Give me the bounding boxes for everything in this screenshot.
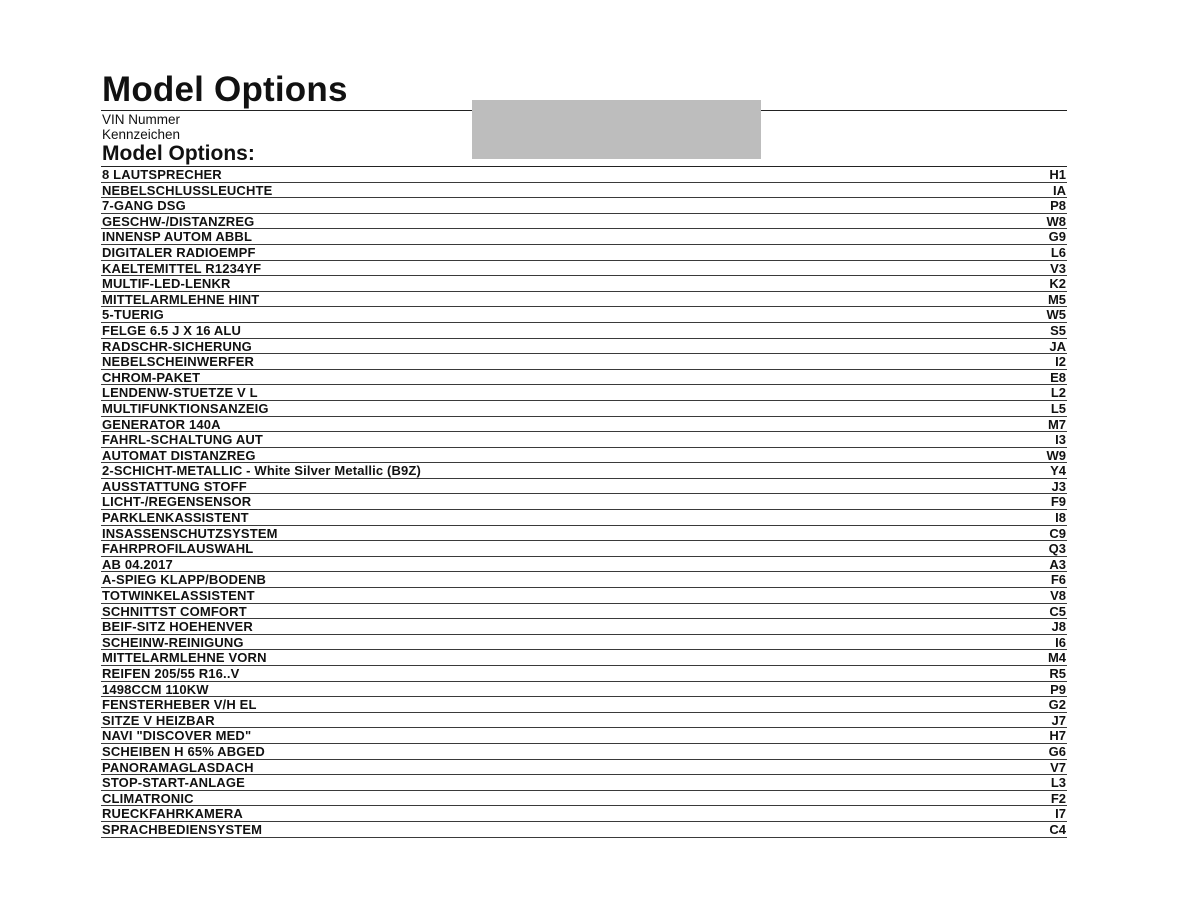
option-code: C9 xyxy=(1049,525,1066,541)
option-row xyxy=(101,214,1067,230)
option-name: AUTOMAT DISTANZREG xyxy=(102,447,256,463)
option-name: SPRACHBEDIENSYSTEM xyxy=(102,821,263,837)
option-code: G2 xyxy=(1048,697,1066,713)
option-name: KAELTEMITTEL R1234YF xyxy=(102,260,262,276)
option-row xyxy=(101,339,1067,355)
document-title: Model Options xyxy=(102,70,348,109)
option-row xyxy=(101,494,1067,510)
option-name: FAHRL-SCHALTUNG AUT xyxy=(102,432,263,448)
option-code: E8 xyxy=(1050,369,1066,385)
option-name: CLIMATRONIC xyxy=(102,790,194,806)
option-name: MITTELARMLEHNE HINT xyxy=(102,291,260,307)
option-row xyxy=(101,650,1067,666)
option-row xyxy=(101,822,1067,838)
option-name: LENDENW-STUETZE V L xyxy=(102,385,258,401)
option-name: 1498CCM 110KW xyxy=(102,681,209,697)
option-code: I3 xyxy=(1055,432,1066,448)
option-name: MULTIF-LED-LENKR xyxy=(102,276,231,292)
option-row xyxy=(101,261,1067,277)
option-code: S5 xyxy=(1050,322,1066,338)
option-name: AUSSTATTUNG STOFF xyxy=(102,478,247,494)
option-row xyxy=(101,588,1067,604)
option-row xyxy=(101,791,1067,807)
option-row xyxy=(101,463,1067,479)
option-row xyxy=(101,619,1067,635)
option-code: I6 xyxy=(1055,634,1066,650)
option-row xyxy=(101,744,1067,760)
option-row xyxy=(101,167,1067,183)
option-code: C4 xyxy=(1049,821,1066,837)
option-row xyxy=(101,401,1067,417)
option-row xyxy=(101,245,1067,261)
option-row xyxy=(101,276,1067,292)
option-row xyxy=(101,432,1067,448)
option-code: K2 xyxy=(1049,276,1066,292)
option-row xyxy=(101,713,1067,729)
option-name: GENERATOR 140A xyxy=(102,416,221,432)
option-code: J3 xyxy=(1051,478,1066,494)
option-code: L2 xyxy=(1050,385,1066,401)
option-row xyxy=(101,448,1067,464)
option-code: I7 xyxy=(1055,806,1066,822)
option-name: SCHNITTST COMFORT xyxy=(102,603,247,619)
option-row xyxy=(101,604,1067,620)
option-code: Q3 xyxy=(1048,541,1066,557)
option-row xyxy=(101,526,1067,542)
option-code: G9 xyxy=(1048,229,1066,245)
option-code: F2 xyxy=(1050,790,1066,806)
option-row xyxy=(101,728,1067,744)
section-title: Model Options: xyxy=(102,142,255,165)
option-name: FELGE 6.5 J X 16 ALU xyxy=(102,322,242,338)
option-code: L6 xyxy=(1050,244,1066,260)
option-name: FAHRPROFILAUSWAHL xyxy=(102,541,254,557)
option-name: FENSTERHEBER V/H EL xyxy=(102,697,257,713)
option-code: W8 xyxy=(1046,213,1066,229)
option-row xyxy=(101,385,1067,401)
option-name: RADSCHR-SICHERUNG xyxy=(102,338,252,354)
option-row xyxy=(101,479,1067,495)
option-name: MULTIFUNKTIONSANZEIG xyxy=(102,400,269,416)
option-row xyxy=(101,635,1067,651)
option-name: INNENSP AUTOM ABBL xyxy=(102,229,253,245)
option-name: AB 04.2017 xyxy=(102,556,173,572)
option-row xyxy=(101,417,1067,433)
option-row xyxy=(101,557,1067,573)
option-row xyxy=(101,229,1067,245)
option-row xyxy=(101,806,1067,822)
option-row xyxy=(101,510,1067,526)
option-row xyxy=(101,775,1067,791)
option-code: F6 xyxy=(1050,572,1066,588)
option-name: NAVI "DISCOVER MED" xyxy=(102,728,252,744)
option-name: RUECKFAHRKAMERA xyxy=(102,806,243,822)
option-code: G6 xyxy=(1048,743,1066,759)
option-name: SITZE V HEIZBAR xyxy=(102,712,215,728)
option-code: J8 xyxy=(1051,619,1066,635)
option-code: I2 xyxy=(1055,354,1066,370)
option-row xyxy=(101,541,1067,557)
option-name: REIFEN 205/55 R16..V xyxy=(102,666,240,681)
option-name: BEIF-SITZ HOEHENVER xyxy=(102,619,253,635)
option-code: R5 xyxy=(1049,666,1066,681)
option-name: MITTELARMLEHNE VORN xyxy=(102,650,267,666)
options-list xyxy=(101,166,1067,838)
option-name: SCHEINW-REINIGUNG xyxy=(102,634,244,650)
option-row xyxy=(101,307,1067,323)
option-row xyxy=(101,292,1067,308)
option-row xyxy=(101,666,1067,682)
option-code: A3 xyxy=(1049,556,1066,572)
option-code: JA xyxy=(1049,338,1066,354)
option-code: W9 xyxy=(1046,447,1066,463)
option-code: L5 xyxy=(1050,400,1066,416)
option-row xyxy=(101,572,1067,588)
option-name: NEBELSCHLUSSLEUCHTE xyxy=(102,182,273,198)
option-row xyxy=(101,697,1067,713)
option-row xyxy=(101,354,1067,370)
option-code: L3 xyxy=(1050,775,1066,791)
option-name: A-SPIEG KLAPP/BODENB xyxy=(102,572,267,588)
option-name: LICHT-/REGENSENSOR xyxy=(102,494,252,510)
option-code: F9 xyxy=(1050,494,1066,510)
option-name: NEBELSCHEINWERFER xyxy=(102,354,255,370)
option-name: 2-SCHICHT-METALLIC - White Silver Metallic (B9Z) xyxy=(102,463,421,479)
option-code: M7 xyxy=(1047,416,1066,432)
option-name: STOP-START-ANLAGE xyxy=(102,775,245,791)
option-name: 7-GANG DSG xyxy=(102,198,186,214)
option-code: V8 xyxy=(1050,588,1066,604)
option-code: M5 xyxy=(1047,291,1066,307)
option-name: INSASSENSCHUTZSYSTEM xyxy=(102,525,278,541)
option-code: C5 xyxy=(1049,603,1066,619)
option-name: PARKLENKASSISTENT xyxy=(102,510,249,526)
option-code: P9 xyxy=(1050,681,1066,697)
option-name: PANORAMAGLASDACH xyxy=(102,759,254,775)
option-name: DIGITALER RADIOEMPF xyxy=(102,244,256,260)
redaction-box xyxy=(472,100,761,159)
option-name: 8 LAUTSPRECHER xyxy=(102,167,222,182)
vin-label: VIN Nummer xyxy=(102,112,181,127)
option-row xyxy=(101,198,1067,214)
option-row xyxy=(101,682,1067,698)
option-code: M4 xyxy=(1047,650,1066,666)
option-code: W5 xyxy=(1046,307,1066,323)
option-code: I8 xyxy=(1055,510,1066,526)
option-code: V7 xyxy=(1050,759,1066,775)
plate-label: Kennzeichen xyxy=(102,127,181,142)
option-code: H1 xyxy=(1049,167,1066,182)
option-row xyxy=(101,370,1067,386)
option-code: IA xyxy=(1053,182,1066,198)
option-row xyxy=(101,183,1067,199)
option-name: CHROM-PAKET xyxy=(102,369,201,385)
option-code: V3 xyxy=(1050,260,1066,276)
option-code: Y4 xyxy=(1050,463,1066,479)
option-name: GESCHW-/DISTANZREG xyxy=(102,213,255,229)
option-name: SCHEIBEN H 65% ABGED xyxy=(102,743,265,759)
option-name: TOTWINKELASSISTENT xyxy=(102,588,255,604)
option-code: P8 xyxy=(1050,198,1066,214)
option-code: H7 xyxy=(1049,728,1066,744)
option-row xyxy=(101,760,1067,776)
option-name: 5-TUERIG xyxy=(102,307,164,323)
option-code: J7 xyxy=(1051,712,1066,728)
option-row xyxy=(101,323,1067,339)
